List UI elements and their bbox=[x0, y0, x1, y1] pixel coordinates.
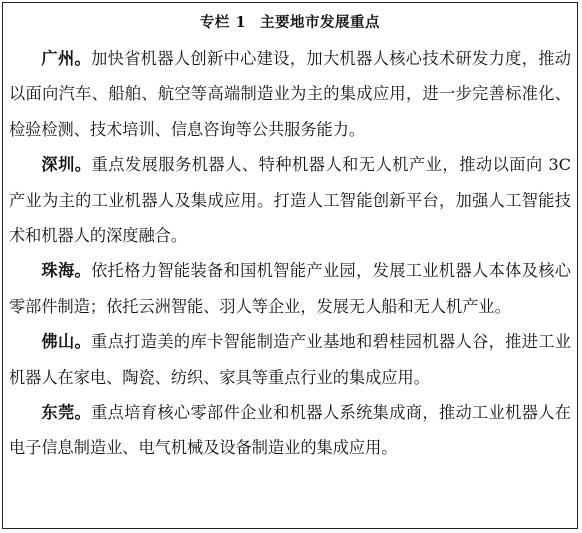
city-name-shenzhen: 深圳。 bbox=[41, 155, 92, 175]
section-text-dongguan: 重点培育核心零部件企业和机器人系统集成商，推动工业机器人在电子信息制造业、电气机械及设备制造业的集成应用。 bbox=[9, 403, 571, 458]
city-name-zhuhai: 珠海。 bbox=[41, 261, 92, 281]
box-title-text: 主要地市发展重点 bbox=[260, 14, 381, 31]
city-name-guangzhou: 广州。 bbox=[41, 49, 92, 68]
city-name-foshan: 佛山。 bbox=[41, 332, 92, 352]
box-title-label: 专栏 1 bbox=[199, 14, 247, 31]
section-text-shenzhen: 重点发展服务机器人、特种机器人和无人机产业，推动以面向 3C 产业为主的工业机器人及集成应用。打造人工智能创新平台，加强人工智能技术和机器人的深度融合。 bbox=[9, 155, 572, 246]
column-box bbox=[2, 2, 578, 529]
section-dongguan bbox=[9, 395, 571, 466]
section-text-zhuhai: 依托格力智能装备和国机智能产业园，发展工业机器人本体及核心零部件制造；依托云洲智能、羽人等企业，发展无人船和无人机产业。 bbox=[9, 261, 571, 316]
section-foshan bbox=[9, 324, 571, 395]
section-zhuhai bbox=[9, 253, 571, 324]
section-text-foshan: 重点打造美的库卡智能制造产业基地和碧桂园机器人谷，推进工业机器人在家电、陶瓷、纺织、家具等重点行业的集成应用。 bbox=[9, 332, 571, 387]
section-text-guangzhou: 加快省机器人创新中心建设，加大机器人核心技术研发力度，推动以面向汽车、船舶、航空等高端制造业为主的集成应用，进一步完善标准化、检验检测、技术培训、信息咨询等公共服务能力。 bbox=[9, 49, 571, 139]
box-title bbox=[9, 13, 571, 33]
city-name-dongguan: 东莞。 bbox=[41, 403, 92, 423]
section-guangzhou bbox=[9, 41, 571, 147]
section-shenzhen bbox=[9, 147, 571, 253]
